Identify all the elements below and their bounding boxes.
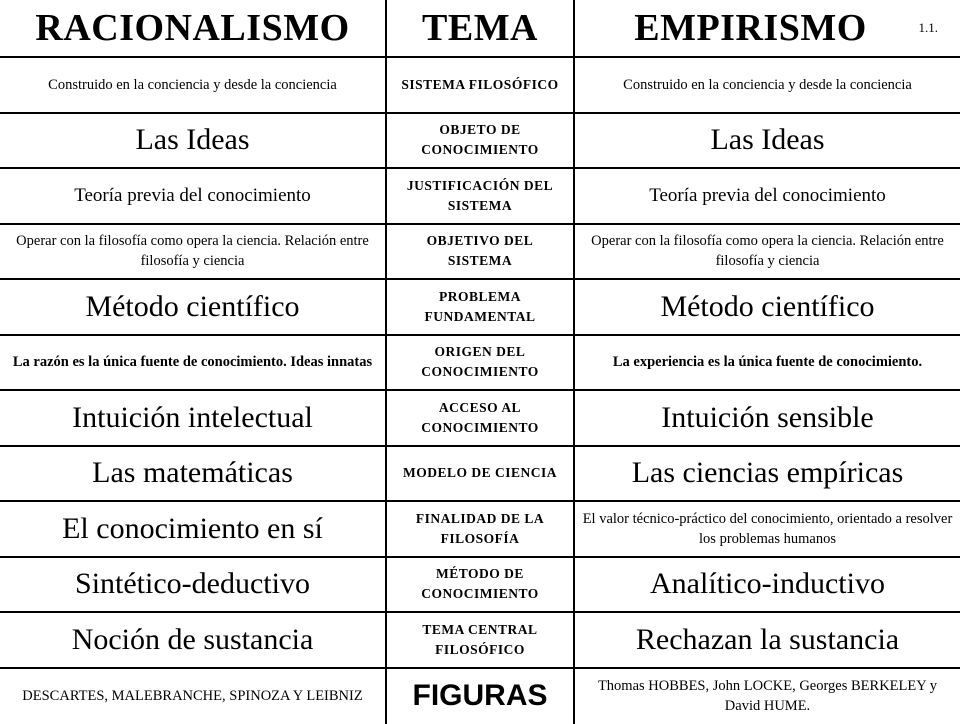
row-right: La experiencia es la única fuente de conocimiento. — [575, 336, 960, 392]
row-topic: SISTEMA FILOSÓFICO — [385, 58, 575, 114]
row-topic: MÉTODO DE CONOCIMIENTO — [385, 558, 575, 614]
row-topic: PROBLEMA FUNDAMENTAL — [385, 280, 575, 336]
row-left: Operar con la filosofía como opera la ciencia. Relación entre filosofía y ciencia — [0, 225, 385, 281]
row-right: Analítico-inductivo — [575, 558, 960, 614]
figures-label: FIGURAS — [385, 669, 575, 724]
row-left: Las Ideas — [0, 114, 385, 170]
row-right: Construido en la conciencia y desde la conciencia — [575, 58, 960, 114]
row-right: Las ciencias empíricas — [575, 447, 960, 503]
row-right: Las Ideas — [575, 114, 960, 170]
row-right: Operar con la filosofía como opera la ciencia. Relación entre filosofía y ciencia — [575, 225, 960, 281]
row-topic: TEMA CENTRAL FILOSÓFICO — [385, 613, 575, 669]
row-topic: MODELO DE CIENCIA — [385, 447, 575, 503]
row-right: El valor técnico-práctico del conocimiento, orientado a resolver los problemas humanos — [575, 502, 960, 558]
row-left: Construido en la conciencia y desde la conciencia — [0, 58, 385, 114]
page-number: 1.1. — [919, 20, 939, 36]
header-tema: TEMA — [385, 0, 575, 58]
row-left: El conocimiento en sí — [0, 502, 385, 558]
figures-left: DESCARTES, MALEBRANCHE, SPINOZA Y LEIBNIZ — [0, 669, 385, 724]
row-left: Intuición intelectual — [0, 391, 385, 447]
header-racionalismo: RACIONALISMO — [0, 0, 385, 58]
figures-right: Thomas HOBBES, John LOCKE, Georges BERKELEY y David HUME. — [575, 669, 960, 724]
row-right: Rechazan la sustancia — [575, 613, 960, 669]
row-right: Intuición sensible — [575, 391, 960, 447]
header-empirismo: EMPIRISMO — [575, 0, 960, 58]
row-topic: ORIGEN DEL CONOCIMIENTO — [385, 336, 575, 392]
row-topic: OBJETO DE CONOCIMIENTO — [385, 114, 575, 170]
row-topic: ACCESO AL CONOCIMIENTO — [385, 391, 575, 447]
row-topic: JUSTIFICACIÓN DEL SISTEMA — [385, 169, 575, 225]
row-right: Método científico — [575, 280, 960, 336]
row-left: Noción de sustancia — [0, 613, 385, 669]
row-topic: FINALIDAD DE LA FILOSOFÍA — [385, 502, 575, 558]
row-left: La razón es la única fuente de conocimiento. Ideas innatas — [0, 336, 385, 392]
row-right: Teoría previa del conocimiento — [575, 169, 960, 225]
row-left: Método científico — [0, 280, 385, 336]
row-left: Teoría previa del conocimiento — [0, 169, 385, 225]
row-left: Sintético-deductivo — [0, 558, 385, 614]
row-topic: OBJETIVO DEL SISTEMA — [385, 225, 575, 281]
row-left: Las matemáticas — [0, 447, 385, 503]
